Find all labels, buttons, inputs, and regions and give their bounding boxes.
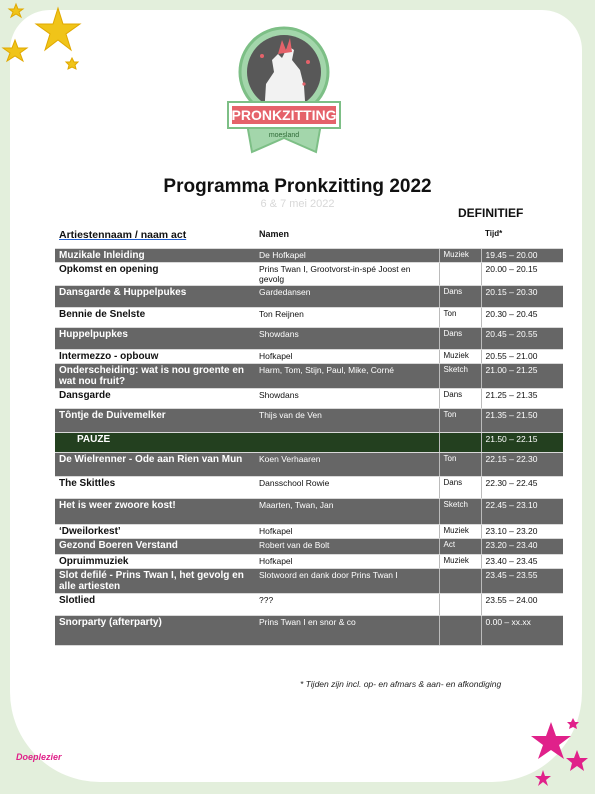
column-header-act: Artiestennaam / naam act bbox=[55, 228, 255, 249]
type-cell: Dans bbox=[439, 328, 481, 350]
type-cell: Sketch bbox=[439, 364, 481, 389]
time-cell: 20.45 – 20.55 bbox=[481, 328, 563, 350]
type-cell bbox=[439, 569, 481, 594]
act-cell: Gezond Boeren Verstand bbox=[55, 539, 255, 555]
names-cell: Harm, Tom, Stijn, Paul, Mike, Corné bbox=[255, 364, 439, 389]
table-row bbox=[55, 328, 563, 350]
time-cell: 22.15 – 22.30 bbox=[481, 453, 563, 477]
star-icon bbox=[3, 40, 27, 61]
act-cell: Tôntje de Duivemelker bbox=[55, 409, 255, 433]
table-row bbox=[55, 433, 563, 453]
table-row bbox=[55, 477, 563, 499]
pronkzitting-logo bbox=[222, 26, 346, 154]
logo-banner-text: PRONKZITTING bbox=[231, 107, 337, 123]
names-cell: Ton Reijnen bbox=[255, 308, 439, 328]
type-cell: Dans bbox=[439, 477, 481, 499]
type-cell bbox=[439, 433, 481, 453]
time-cell: 0.00 – xx.xx bbox=[481, 616, 563, 646]
type-cell: Act bbox=[439, 539, 481, 555]
type-cell bbox=[439, 263, 481, 286]
table-row bbox=[55, 594, 563, 616]
act-cell: Opruimmuziek bbox=[55, 555, 255, 569]
act-cell: Muzikale Inleiding bbox=[55, 249, 255, 263]
table-row bbox=[55, 350, 563, 364]
act-cell: Bennie de Snelste bbox=[55, 308, 255, 328]
act-cell: PAUZE bbox=[55, 433, 255, 453]
program-rows bbox=[55, 249, 563, 646]
table-row bbox=[55, 616, 563, 646]
time-cell: 23.45 – 23.55 bbox=[481, 569, 563, 594]
table-row bbox=[55, 525, 563, 539]
act-cell: Dansgarde bbox=[55, 389, 255, 409]
table-row bbox=[55, 286, 563, 308]
names-cell: Showdans bbox=[255, 328, 439, 350]
time-cell: 20.00 – 20.15 bbox=[481, 263, 563, 286]
type-cell: Dans bbox=[439, 286, 481, 308]
time-cell: 23.40 – 23.45 bbox=[481, 555, 563, 569]
names-cell: Prins Twan I en snor & co bbox=[255, 616, 439, 646]
time-cell: 23.20 – 23.40 bbox=[481, 539, 563, 555]
footnote: * Tijden zijn incl. op- en afmars & aan- en afkondiging bbox=[300, 679, 502, 689]
time-cell: 21.00 – 21.25 bbox=[481, 364, 563, 389]
star-icon bbox=[66, 58, 78, 69]
table-row bbox=[55, 389, 563, 409]
table-row bbox=[55, 539, 563, 555]
names-cell: Slotwoord en dank door Prins Twan I bbox=[255, 569, 439, 594]
type-cell: Muziek bbox=[439, 350, 481, 364]
table-row bbox=[55, 364, 563, 389]
brand-logo-doeplezier: Doeplezier bbox=[16, 752, 62, 762]
event-dates: 6 & 7 mei 2022 bbox=[260, 198, 335, 210]
star-icon bbox=[566, 750, 588, 771]
names-cell: Robert van de Bolt bbox=[255, 539, 439, 555]
act-cell: Snorparty (afterparty) bbox=[55, 616, 255, 646]
names-cell: Koen Verhaaren bbox=[255, 453, 439, 477]
act-cell: Opkomst en opening bbox=[55, 263, 255, 286]
type-cell: Ton bbox=[439, 308, 481, 328]
type-cell: Muziek bbox=[439, 525, 481, 539]
gold-stars-decoration bbox=[0, 0, 90, 80]
pink-stars-decoration bbox=[525, 712, 595, 794]
act-cell: ‘Dweilorkest’ bbox=[55, 525, 255, 539]
act-cell: Slot defilé - Prins Twan I, het gevolg en alle artiesten bbox=[55, 569, 255, 594]
names-cell: Gardedansen bbox=[255, 286, 439, 308]
column-header-type bbox=[439, 228, 481, 249]
type-cell: Muziek bbox=[439, 555, 481, 569]
table-row bbox=[55, 263, 563, 286]
star-icon bbox=[535, 770, 551, 786]
act-cell: Dansgarde & Huppelpukes bbox=[55, 286, 255, 308]
program-table bbox=[55, 228, 563, 646]
type-cell: Dans bbox=[439, 389, 481, 409]
table-header-row bbox=[55, 228, 563, 249]
names-cell: Thijs van de Ven bbox=[255, 409, 439, 433]
names-cell bbox=[255, 433, 439, 453]
time-cell: 21.25 – 21.35 bbox=[481, 389, 563, 409]
act-cell: Onderscheiding: wat is nou groente en wat nou fruit? bbox=[55, 364, 255, 389]
act-cell: Slotlied bbox=[55, 594, 255, 616]
star-icon bbox=[36, 8, 80, 50]
table-row bbox=[55, 409, 563, 433]
time-cell: 23.55 – 24.00 bbox=[481, 594, 563, 616]
column-header-time: Tijd* bbox=[481, 228, 563, 249]
table-row bbox=[55, 499, 563, 525]
names-cell: ??? bbox=[255, 594, 439, 616]
act-cell: De Wielrenner - Ode aan Rien van Mun bbox=[55, 453, 255, 477]
names-cell: Showdans bbox=[255, 389, 439, 409]
time-cell: 20.15 – 20.30 bbox=[481, 286, 563, 308]
names-cell: Maarten, Twan, Jan bbox=[255, 499, 439, 525]
names-cell: Prins Twan I, Grootvorst-in-spé Joost en gevolg bbox=[255, 263, 439, 286]
time-cell: 22.30 – 22.45 bbox=[481, 477, 563, 499]
logo-subtext: moesland bbox=[268, 132, 300, 139]
page-title: Programma Pronkzitting 2022 bbox=[163, 176, 432, 197]
type-cell: Ton bbox=[439, 409, 481, 433]
table-row bbox=[55, 453, 563, 477]
time-cell: 21.35 – 21.50 bbox=[481, 409, 563, 433]
type-cell bbox=[439, 594, 481, 616]
names-cell: De Hofkapel bbox=[255, 249, 439, 263]
type-cell bbox=[439, 616, 481, 646]
time-cell: 23.10 – 23.20 bbox=[481, 525, 563, 539]
act-cell: Huppelpupkes bbox=[55, 328, 255, 350]
time-cell: 20.55 – 21.00 bbox=[481, 350, 563, 364]
type-cell: Ton bbox=[439, 453, 481, 477]
type-cell: Sketch bbox=[439, 499, 481, 525]
status-label: DEFINITIEF bbox=[458, 206, 524, 220]
names-cell: Hofkapel bbox=[255, 525, 439, 539]
time-cell: 19.45 – 20.00 bbox=[481, 249, 563, 263]
act-cell: Het is weer zwoore kost! bbox=[55, 499, 255, 525]
star-icon bbox=[9, 4, 23, 17]
type-cell: Muziek bbox=[439, 249, 481, 263]
act-cell: Intermezzo - opbouw bbox=[55, 350, 255, 364]
star-icon bbox=[567, 718, 579, 729]
names-cell: Hofkapel bbox=[255, 555, 439, 569]
act-cell: The Skittles bbox=[55, 477, 255, 499]
table-row bbox=[55, 249, 563, 263]
table-row bbox=[55, 555, 563, 569]
star-icon bbox=[531, 722, 571, 759]
time-cell: 22.45 – 23.10 bbox=[481, 499, 563, 525]
table-row bbox=[55, 308, 563, 328]
column-header-names: Namen bbox=[255, 228, 439, 249]
names-cell: Hofkapel bbox=[255, 350, 439, 364]
time-cell: 21.50 – 22.15 bbox=[481, 433, 563, 453]
table-row bbox=[55, 569, 563, 594]
time-cell: 20.30 – 20.45 bbox=[481, 308, 563, 328]
names-cell: Dansschool Rowie bbox=[255, 477, 439, 499]
